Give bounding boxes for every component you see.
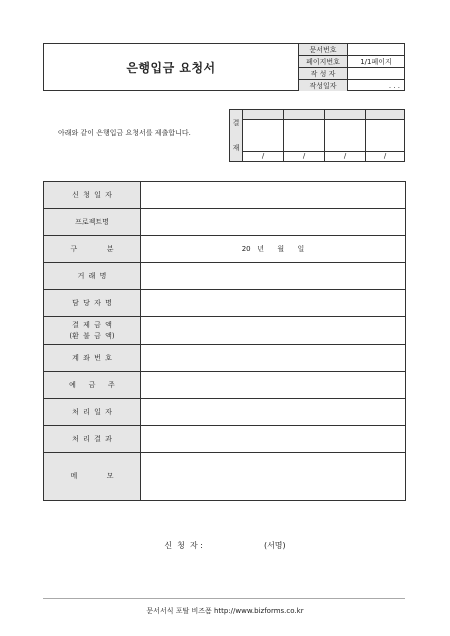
form-field-category-date[interactable]: 20 년 월 일 [241, 245, 305, 253]
approval-label [230, 110, 243, 161]
approval-date: / [284, 151, 324, 161]
form-label: 거 래 명 [44, 263, 141, 289]
meta-value-date[interactable]: . . . [348, 80, 405, 92]
approval-label-bottom: 재 [232, 144, 240, 153]
approval-date: / [366, 151, 404, 161]
form-field-account-number[interactable] [141, 345, 405, 371]
approval-slot[interactable] [366, 110, 404, 161]
form-row-application-date [44, 182, 405, 209]
meta-label-date: 작성일자 [299, 80, 348, 92]
meta-label-page-number: 페이지번호 [299, 56, 348, 68]
document-header [43, 43, 405, 91]
meta-label-author: 작 성 자 [299, 68, 348, 80]
meta-value-doc-number[interactable] [348, 44, 405, 56]
form-label: 프로젝트명 [44, 209, 141, 235]
request-form [43, 181, 406, 501]
document-title: 은행입금 요청서 [126, 60, 216, 75]
form-row-account-holder [44, 372, 405, 399]
form-row-transaction-name [44, 263, 405, 290]
form-label: 신 청 일 자 [44, 182, 141, 208]
document-meta-table [298, 44, 404, 91]
form-label: 처 리 일 자 [44, 399, 141, 425]
meta-label-doc-number: 문서번호 [299, 44, 348, 56]
approval-slot[interactable] [284, 110, 325, 161]
form-row-processing-result [44, 426, 405, 453]
form-label-line2: (환 불 금 액) [69, 331, 115, 340]
form-label: 처 리 결 과 [44, 426, 141, 452]
form-field-manager-name[interactable] [141, 290, 405, 316]
form-label: 구 분 [44, 236, 141, 262]
approval-box [229, 109, 405, 162]
form-field-processing-result[interactable] [141, 426, 405, 452]
footer-text: 문서서식 포탈 비즈폼 http://www.bizforms.co.kr [146, 607, 304, 615]
form-field-payment-amount[interactable] [141, 317, 405, 344]
form-field-memo[interactable] [141, 453, 405, 500]
approval-slot[interactable] [325, 110, 366, 161]
approval-date: / [325, 151, 365, 161]
form-field-processing-date[interactable] [141, 399, 405, 425]
form-row-memo [44, 453, 405, 500]
form-label: 담 당 자 명 [44, 290, 141, 316]
meta-value-page-number[interactable]: 1/1페이지 [348, 56, 405, 68]
form-field-project-name[interactable] [141, 209, 405, 235]
form-field-transaction-name[interactable] [141, 263, 405, 289]
form-row-account-number [44, 345, 405, 372]
form-label: 메 모 [44, 453, 141, 500]
applicant-signature: 신 청 자 : (서명) [164, 541, 286, 550]
form-row-manager-name [44, 290, 405, 317]
approval-date: / [243, 151, 283, 161]
approval-label-top: 결 [232, 118, 240, 127]
form-field-account-holder[interactable] [141, 372, 405, 398]
form-label: 예 금 주 [44, 372, 141, 398]
meta-value-author[interactable] [348, 68, 405, 80]
form-row-processing-date [44, 399, 405, 426]
intro-text: 아래와 같이 은행입금 요청서를 제출합니다. [58, 129, 191, 137]
footer-divider [43, 598, 405, 599]
form-label: 계 좌 번 호 [44, 345, 141, 371]
form-row-payment-amount [44, 317, 405, 345]
form-label-line1: 결 제 금 액 [72, 320, 112, 329]
form-row-category [44, 236, 405, 263]
form-label [44, 317, 141, 344]
form-row-project-name [44, 209, 405, 236]
form-field-application-date[interactable] [141, 182, 405, 208]
approval-slot[interactable] [243, 110, 284, 161]
